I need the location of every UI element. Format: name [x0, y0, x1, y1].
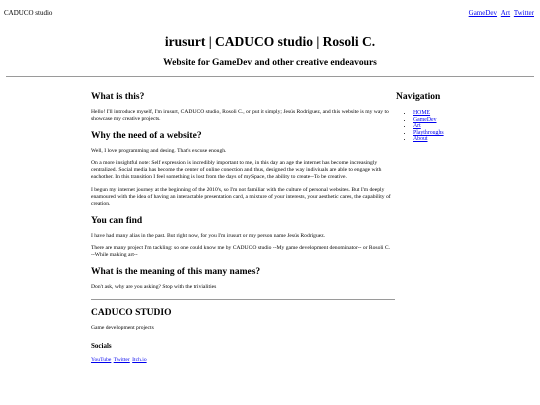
paragraph: I have had many alias in the past. But right now, for you I'm irusurt or my person name Jesús Rodríguez.: [91, 232, 326, 239]
socials-links: [91, 357, 393, 364]
nav-item-art: [413, 123, 526, 130]
navigation-sidebar: [396, 92, 526, 143]
section-divider: [91, 299, 395, 300]
paragraph: Hello! I'll introduce myself, I'm irusurt, CADUCO studio, Rosoli C., or put it simply; Jesús Rodríguez, and this website is my way to showcase my creative projects.: [91, 109, 389, 123]
paragraph: Well, I love programming and desing. That's excuse enough.: [91, 147, 227, 154]
section-you-can-find: [91, 216, 393, 260]
nav-link-home[interactable]: HOME: [413, 110, 431, 116]
top-nav: [467, 9, 534, 17]
studio-description: Game development projects: [91, 324, 154, 331]
nav-link-about[interactable]: About: [413, 136, 428, 143]
nav-link-gamedev[interactable]: GameDev: [413, 116, 437, 123]
paragraph: I begun my internet journey at the beginning of the 2010's, so I'm not familiar with the culture of personal websites. But I'm deeply enamoured with the idea of having an interactable presentation card, a mixture of your interests, your aesthetic cares, the capability of creation.: [91, 186, 391, 208]
nav-link-playthroughs[interactable]: Playthroughs: [413, 129, 444, 136]
socials-heading: Socials: [91, 342, 112, 351]
nav-item-home: [413, 110, 526, 117]
studio-heading: CADUCO STUDIO: [91, 307, 172, 318]
header-divider: [6, 76, 534, 77]
section-heading: Why the need of a website?: [91, 130, 202, 141]
navigation-heading: Navigation: [396, 92, 441, 102]
social-link-twitter[interactable]: Twitter: [113, 357, 130, 364]
section-why-website: [91, 131, 393, 209]
main-content: [91, 92, 393, 364]
section-caduco-studio: [91, 308, 393, 364]
nav-item-gamedev: [413, 117, 526, 124]
page-title: irusurt | CADUCO studio | Rosoli C.: [164, 34, 376, 49]
section-what-is-this: [91, 92, 393, 124]
top-nav-link-art[interactable]: Art: [500, 9, 511, 17]
nav-link-art[interactable]: Art: [413, 123, 421, 130]
top-nav-link-gamedev[interactable]: GameDev: [468, 9, 498, 17]
page-subtitle: Website for GameDev and other creative endeavours: [163, 58, 377, 68]
nav-item-playthroughs: [413, 130, 526, 137]
section-heading: What is the meaning of this many names?: [91, 266, 261, 277]
section-heading: You can find: [91, 215, 143, 226]
paragraph: On a more insightful note: Self expression is incredibly important to me, in this day an age the internet has become increasingly centralized. Social media has become the center of online conection and thus, designed the way indiviuals are able to engage with eachother. In this transition I feel something is lost from the days of mySpace, the ability to create--To be creative.: [91, 159, 382, 181]
site-name: CADUCO studio: [4, 9, 53, 17]
top-nav-link-twitter[interactable]: Twitter: [513, 9, 534, 17]
social-link-youtube[interactable]: YouTube: [91, 357, 112, 364]
nav-item-about: [413, 136, 526, 143]
section-heading: What is this?: [91, 92, 145, 102]
paragraph: There are many project I'm tackling: so one could know me by CADUCO studio --My game development denominator-- or Rosoli C. --While making art--: [91, 244, 391, 259]
social-link-itchio[interactable]: Itch.io: [132, 357, 147, 364]
section-meaning-of-names: [91, 267, 393, 291]
paragraph: Don't ask, why are you asking? Stop with the trivialities: [91, 283, 217, 290]
navigation-list: [396, 110, 526, 143]
top-bar: [0, 0, 540, 22]
